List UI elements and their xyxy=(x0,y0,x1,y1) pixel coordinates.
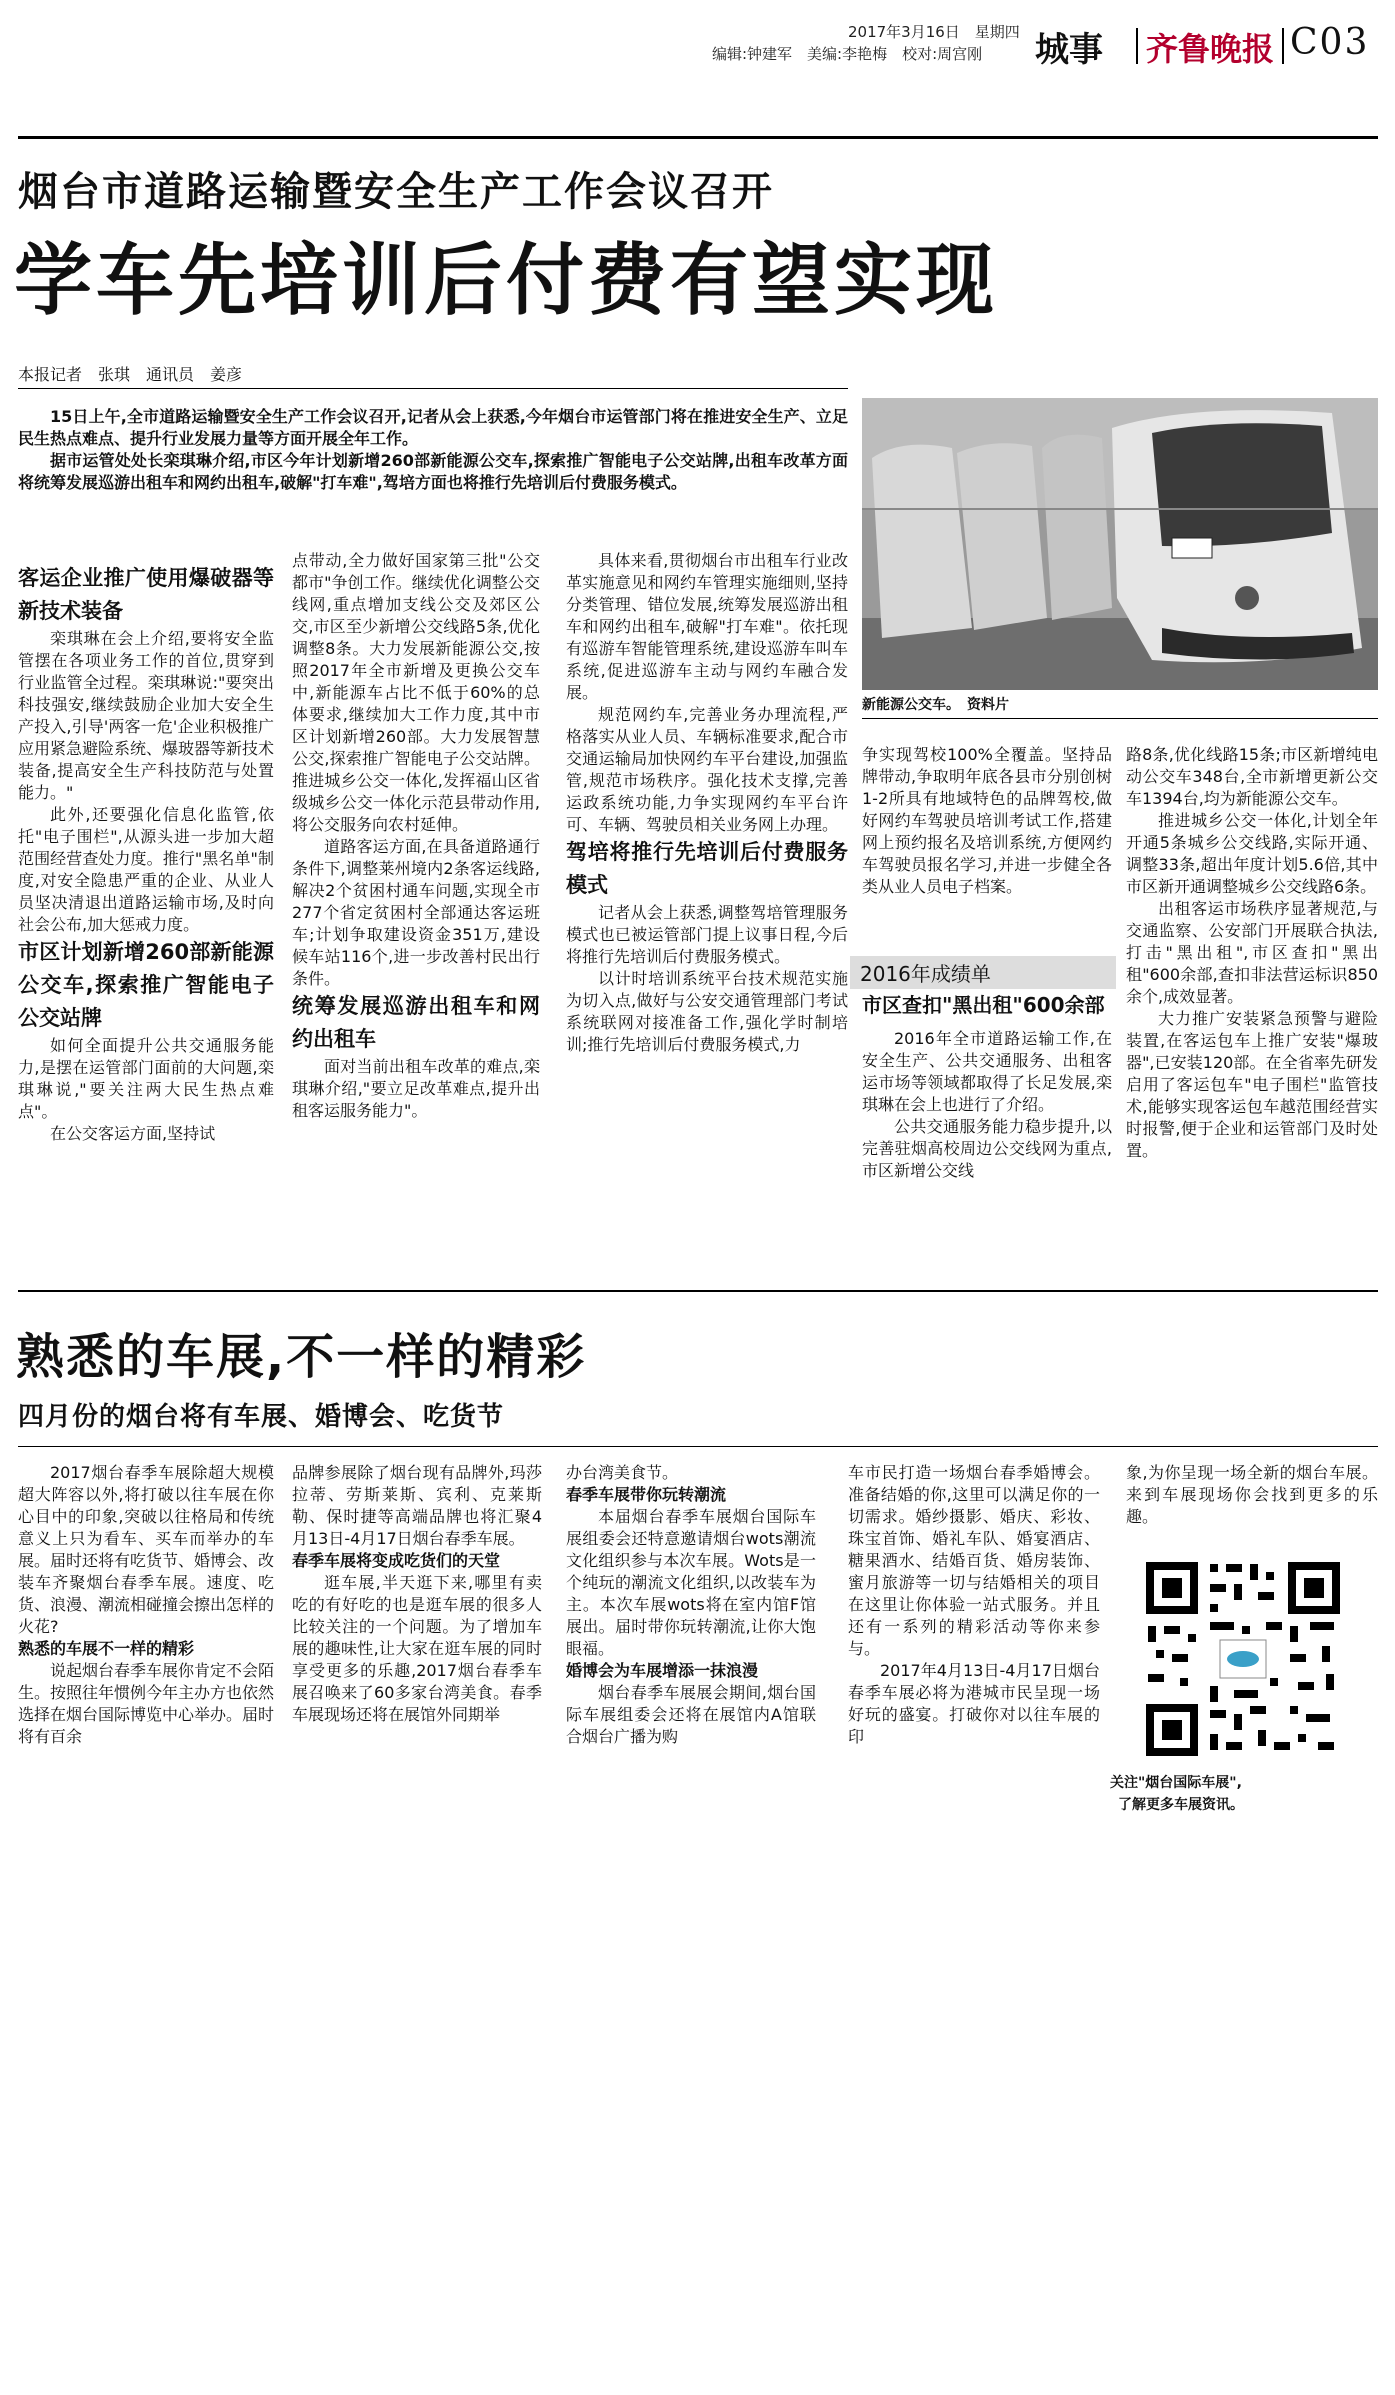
paragraph: 在公交客运方面,坚持试 xyxy=(50,1124,216,1143)
paragraph: 车市民打造一场烟台春季婚博会。准备结婚的你,这里可以满足你的一切需求。婚纱摄影、婚庆、彩妆、珠宝首饰、婚礼车队、婚宴酒店、糖果酒水、结婚百货、婚房装饰、蜜月旅游等一切与结婚相关的项目在这里让你体验一站式服务。并且还有一系列的精彩活动等你来参与。 xyxy=(848,1463,1100,1658)
qr-caption-line-1: 关注"烟台国际车展", xyxy=(1110,1775,1242,1791)
paragraph: 面对当前出租车改革的难点,栾琪琳介绍,"要立足改革难点,提升出租客运服务能力"。 xyxy=(292,1057,540,1120)
article2-rule xyxy=(18,1446,1378,1447)
bus-photo-icon xyxy=(862,398,1378,690)
subheading-new-buses: 市区计划新增260部新能源公交车,探索推广智能电子公交站牌 xyxy=(18,940,274,1030)
section-name: 城事 xyxy=(1035,30,1103,70)
article1-column-3 xyxy=(566,550,848,1056)
paragraph: 办台湾美食节。 xyxy=(566,1463,679,1482)
page-number: C03 xyxy=(1290,22,1370,63)
qr-code-graphic xyxy=(1140,1556,1346,1762)
paragraph: 具体来看,贯彻烟台市出租车行业改革实施意见和网约车管理实施细则,坚持分类管理、错位发展,统筹发展巡游出租车和网约出租车,破解"打车难"。依托现有巡游车智能管理系统,建设巡游车叫车系统,促进巡游车主动与网约车融合发展。 xyxy=(566,551,848,702)
subheading-driving-school: 驾培将推行先培训后付费服务模式 xyxy=(566,840,848,897)
subheading-taxi: 统筹发展巡游出租车和网约出租车 xyxy=(292,994,540,1051)
paragraph: 公共交通服务能力稳步提升,以完善驻烟高校周边公交线网为重点,市区新增公交线 xyxy=(862,1117,1112,1180)
header-divider xyxy=(1136,28,1138,64)
lead-paragraph-1: 15日上午,全市道路运输暨安全生产工作会议召开,记者从会上获悉,今年烟台市运管部门将在推进安全生产、立足民生热点难点、提升行业发展力量等方面开展全年工作。 xyxy=(18,407,848,448)
paragraph: 推进城乡公交一体化,计划全年开通5条城乡公交线路,实际开通、调整33条,超出年度计划5.6倍,其中市区新开通调整城乡公交线路6条。 xyxy=(1126,811,1378,896)
article2-column-2 xyxy=(292,1462,542,1726)
paragraph: 说起烟台春季车展你肯定不会陌生。按照往年惯例今年主办方也依然选择在烟台国际博览中心举办。届时将有百余 xyxy=(18,1661,275,1746)
subheading-trends: 春季车展带你玩转潮流 xyxy=(566,1485,727,1504)
paragraph: 道路客运方面,在具备道路通行条件下,调整莱州境内2条客运线路,解决2个贫困村通车问题,实现全市277个省定贫困村全部通达客运班车;计划争取建设资金351万,建设候车站116个,进一步改善村民出行条件。 xyxy=(292,837,540,988)
paragraph: 点带动,全力做好国家第三批"公交都市"争创工作。继续优化调整公交线网,重点增加支线公交及郊区公交,市区至少新增公交线路5条,优化调整8条。大力发展新能源公交,按照2017年全市新增及更换公交车中,新能源车占比不低于60%的总体要求,继续加大工作力度,其中市区计划新增260部。大力发展智慧公交,探索推广智能电子公交站牌。推进城乡公交一体化,发挥福山区省级城乡公交一体化示范县带动作用,将公交服务向农村延伸。 xyxy=(292,551,540,834)
paragraph: 如何全面提升公共交通服务能力,是摆在运管部门面前的大问题,栾琪琳说,"要关注两大民生热点难点"。 xyxy=(18,1036,274,1121)
paragraph: 象,为你呈现一场全新的烟台车展。来到车展现场你会找到更多的乐趣。 xyxy=(1126,1463,1378,1526)
paragraph: 逛车展,半天逛下来,哪里有卖吃的有好吃的也是逛车展的很多人比较关注的一个问题。为了增加车展的趣味性,让大家在逛车展的同时享受更多的乐趣,2017烟台春季车展召唤来了60多家台湾美食。春季车展现场还将在展馆外同期举 xyxy=(292,1573,542,1724)
article1-column-4-lower xyxy=(862,990,1112,1182)
paragraph: 规范网约车,完善业务办理流程,严格落实从业人员、车辆标准要求,配合市交通运输局加快网约车平台建设,加强监管,规范市场秩序。强化技术支撑,完善运政系统功能,力争实现网约车平台许可、车辆、驾驶员相关业务网上办理。 xyxy=(566,705,848,834)
results-box-title: 市区查扣"黑出租"600余部 xyxy=(862,993,1105,1017)
subheading-car-show: 熟悉的车展不一样的精彩 xyxy=(18,1639,195,1658)
paragraph: 2017年4月13日-4月17日烟台春季车展必将为港城市民呈现一场好玩的盛宴。打破你对以往车展的印 xyxy=(848,1661,1100,1746)
header-divider-2 xyxy=(1282,28,1284,64)
qr-caption-line-2: 了解更多车展资讯。 xyxy=(1118,1797,1244,1813)
article2-column-3 xyxy=(566,1462,816,1748)
paragraph: 此外,还要强化信息化监管,依托"电子围栏",从源头进一步加大超范围经营查处力度。推行"黑名单"制度,对安全隐患严重的企业、从业人员坚决清退出道路运输市场,及时向社会公布,加大惩戒力度。 xyxy=(18,805,274,934)
article2-headline: 熟悉的车展,不一样的精彩 xyxy=(16,1329,587,1385)
paper-logo: 齐鲁晚报 xyxy=(1146,30,1275,68)
editor-credits: 编辑:钟建军 美编:李艳梅 校对:周宫刚 xyxy=(712,45,983,63)
photo-caption: 新能源公交车。 资料片 xyxy=(862,697,1009,713)
paragraph: 烟台春季车展展会期间,烟台国际车展组委会还将在展馆内A馆联合烟台广播为购 xyxy=(566,1683,816,1746)
paragraph: 争实现驾校100%全覆盖。坚持品牌带动,争取明年底各县市分别创树1-2所具有地域特色的品牌驾校,做好网约车驾驶员培训考试工作,搭建网上预约报名及培训系统,方便网约车驾驶员报名学习,并进一步健全各类从业人员电子档案。 xyxy=(862,745,1112,896)
story-separator xyxy=(18,1290,1378,1292)
paragraph: 路8条,优化线路15条;市区新增纯电动公交车348台,全市新增更新公交车1394台,均为新能源公交车。 xyxy=(1126,745,1378,808)
article1-column-4 xyxy=(862,744,1112,898)
byline-rule xyxy=(18,388,848,389)
article1-column-5 xyxy=(1126,744,1378,1162)
paragraph: 2017烟台春季车展除超大规模超大阵容以外,将打破以往车展在你心目中的印象,突破以往格局和传统意义上只为看车、买车而举办的车展。届时还将有吃货节、婚博会、改装车齐聚烟台春季车展。速度、吃货、浪漫、潮流相碰撞会擦出怎样的火花? xyxy=(18,1463,275,1636)
header-rule xyxy=(18,136,1378,139)
qr-code-icon[interactable] xyxy=(1140,1556,1346,1762)
subheading-food: 春季车展将变成吃货们的天堂 xyxy=(292,1551,501,1570)
bus-photo xyxy=(862,398,1378,690)
paragraph: 以计时培训系统平台技术规范实施为切入点,做好与公安交通管理部门考试系统联网对接准备工作,强化学时制培训;推行先培训后付费服务模式,力 xyxy=(566,969,848,1054)
article1-column-1 xyxy=(18,562,274,1145)
article2-column-4 xyxy=(848,1462,1100,1748)
results-box-label: 2016年成绩单 xyxy=(850,956,1116,989)
paragraph: 记者从会上获悉,调整驾培管理服务模式也已被运管部门提上议事日程,今后将推行先培训后付费服务模式。 xyxy=(566,903,848,966)
subheading-blasting-devices: 客运企业推广使用爆破器等新技术装备 xyxy=(18,566,274,623)
paragraph: 栾琪琳在会上介绍,要将安全监管摆在各项业务工作的首位,贯穿到行业监管全过程。栾琪琳说:"要突出科技强安,继续鼓励企业加大安全生产投入,引导'两客一危'企业积极推广应用紧急避险系统、爆玻器等新技术装备,提高安全生产科技防范与处置能力。" xyxy=(18,629,275,802)
article1-headline: 学车先培训后付费有望实现 xyxy=(14,236,999,326)
paragraph: 品牌参展除了烟台现有品牌外,玛莎拉蒂、劳斯莱斯、宾利、克莱斯勒、保时捷等高端品牌也将汇聚4月13日-4月17日烟台春季车展。 xyxy=(292,1463,542,1548)
article1-column-2 xyxy=(292,550,540,1122)
article2-subhead: 四月份的烟台将有车展、婚博会、吃货节 xyxy=(18,1402,505,1432)
subheading-wedding: 婚博会为车展增添一抹浪漫 xyxy=(566,1661,759,1680)
paragraph: 本届烟台春季车展烟台国际车展组委会还特意邀请烟台wots潮流文化组织参与本次车展。Wots是一个纯玩的潮流文化组织,以改装车为主。本次车展wots将在室内馆F馆展出。届时带你玩转潮流,让你大饱眼福。 xyxy=(566,1507,816,1658)
article2-column-5 xyxy=(1126,1462,1378,1528)
article1-kicker: 烟台市道路运输暨安全生产工作会议召开 xyxy=(18,168,774,215)
paragraph: 2016年全市道路运输工作,在安全生产、公共交通服务、出租客运市场等领域都取得了长足发展,栾琪琳在会上也进行了介绍。 xyxy=(862,1029,1112,1114)
article2-column-1 xyxy=(18,1462,274,1748)
paragraph: 大力推广安装紧急预警与避险装置,在客运包车上推广安装"爆玻器",已安装120部。在全省率先研发启用了客运包车"电子围栏"监管技术,能够实现客运包车越范围经营实时报警,便于企业和运管部门及时处置。 xyxy=(1126,1009,1378,1160)
article1-byline: 本报记者 张琪 通讯员 姜彦 xyxy=(18,365,243,384)
article1-lead xyxy=(18,406,848,494)
paragraph: 出租客运市场秩序显著规范,与交通监察、公安部门开展联合执法,打击"黑出租",市区查扣"黑出租"600余部,查扣非法营运标识850余个,成效显著。 xyxy=(1126,899,1378,1006)
caption-rule xyxy=(862,718,1378,719)
lead-paragraph-2: 据市运管处处长栾琪琳介绍,市区今年计划新增260部新能源公交车,探索推广智能电子公交站牌,出租车改革方面将统筹发展巡游出租车和网约出租车,破解"打车难",驾培方面也将推行先培训后付费服务模式。 xyxy=(18,451,848,492)
issue-date: 2017年3月16日 星期四 xyxy=(848,23,1020,41)
